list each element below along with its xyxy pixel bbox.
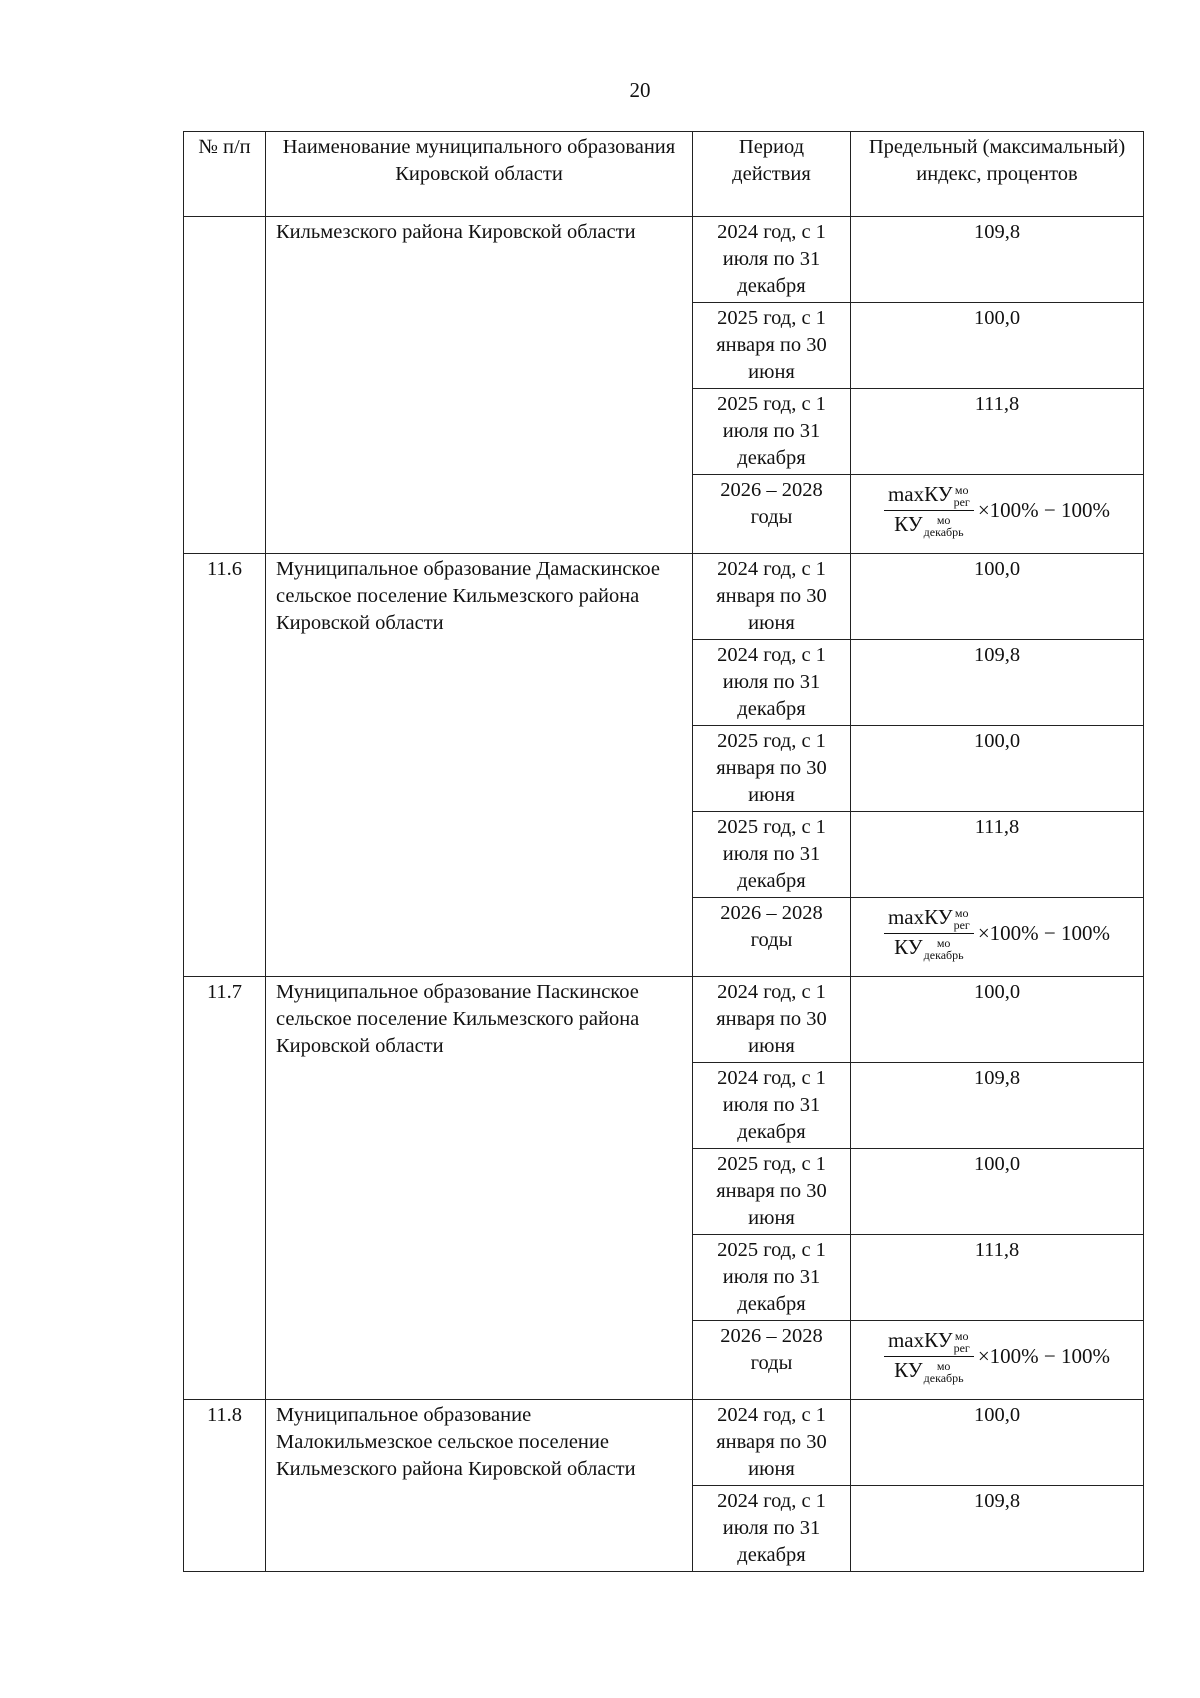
row-number: 11.8 (184, 1400, 266, 1572)
period-cell: 2024 год, с 1 января по 30 июня (693, 1400, 851, 1486)
formula-numerator-text: maxКУ (887, 1328, 953, 1352)
period-cell: 2026 – 2028 годы (693, 1321, 851, 1400)
period-cell: 2024 год, с 1 января по 30 июня (693, 554, 851, 640)
period-cell: 2024 год, с 1 июля по 31 декабря (693, 1063, 851, 1149)
municipality-name: Кильмезского района Кировской области (266, 217, 693, 554)
period-cell: 2024 год, с 1 января по 30 июня (693, 977, 851, 1063)
municipality-name: Муниципальное образование Малокильмезское сельское поселение Кильмезского района Кировской области (266, 1400, 693, 1572)
municipality-name: Муниципальное образование Дамаскинское сельское поселение Кильмезского района Кировской области (266, 554, 693, 977)
page-number: 20 (629, 78, 651, 102)
formula-tail: ×100% − 100% (977, 1344, 1111, 1369)
header-index: Предельный (максимальный) индекс, процентов (851, 132, 1144, 217)
index-formula (884, 1329, 1110, 1384)
formula-denominator-sub: декабрь (923, 525, 964, 540)
formula-fraction (884, 1329, 974, 1384)
formula-numerator-sub: рег (953, 495, 970, 510)
formula-denominator-sup: мо (936, 936, 951, 951)
formula-numerator (884, 1329, 974, 1357)
formula-denominator (890, 511, 967, 538)
header-period: Период действия (693, 132, 851, 217)
index-value: 109,8 (851, 640, 1144, 726)
formula-denominator-text: КУ (894, 1358, 923, 1383)
formula-tail: ×100% − 100% (977, 921, 1111, 946)
period-cell: 2025 год, с 1 июля по 31 декабря (693, 812, 851, 898)
index-value: 111,8 (851, 1235, 1144, 1321)
formula-denominator-sup: мо (936, 1359, 951, 1374)
table-row (184, 1400, 1144, 1486)
header-name: Наименование муниципального образования Кировской области (266, 132, 693, 217)
index-value: 109,8 (851, 1486, 1144, 1572)
formula-denominator-sup: мо (936, 513, 951, 528)
municipality-name: Муниципальное образование Паскинское сельское поселение Кильмезского района Кировской области (266, 977, 693, 1400)
table-row (184, 977, 1144, 1063)
period-cell: 2025 год, с 1 июля по 31 декабря (693, 1235, 851, 1321)
index-value: 109,8 (851, 1063, 1144, 1149)
table-row (184, 217, 1144, 303)
index-value: 100,0 (851, 726, 1144, 812)
table-body (184, 217, 1144, 1572)
formula-numerator-text: maxКУ (887, 905, 953, 929)
formula-denominator (890, 1357, 967, 1384)
formula-denominator-sub: декабрь (923, 948, 964, 963)
formula-tail: ×100% − 100% (977, 498, 1111, 523)
formula-numerator-sub: рег (953, 918, 970, 933)
row-number (184, 217, 266, 554)
index-value: 100,0 (851, 303, 1144, 389)
period-cell: 2024 год, с 1 июля по 31 декабря (693, 640, 851, 726)
period-cell: 2025 год, с 1 января по 30 июня (693, 726, 851, 812)
formula-denominator-text: КУ (894, 935, 923, 960)
formula-denominator (890, 934, 967, 961)
formula-denominator-text: КУ (894, 512, 923, 537)
index-value: 111,8 (851, 812, 1144, 898)
index-formula (884, 483, 1110, 538)
formula-numerator-sup: мо (954, 1329, 969, 1344)
tariff-index-table (183, 131, 1144, 1572)
formula-numerator-sup: мо (954, 483, 969, 498)
index-value: 111,8 (851, 389, 1144, 475)
index-value: 109,8 (851, 217, 1144, 303)
table-header-row (184, 132, 1144, 217)
period-cell: 2024 год, с 1 июля по 31 декабря (693, 1486, 851, 1572)
index-value: 100,0 (851, 1400, 1144, 1486)
period-cell: 2025 год, с 1 января по 30 июня (693, 1149, 851, 1235)
formula-numerator (884, 483, 974, 511)
period-cell: 2025 год, с 1 января по 30 июня (693, 303, 851, 389)
index-value: 100,0 (851, 554, 1144, 640)
index-value: 100,0 (851, 977, 1144, 1063)
period-cell: 2026 – 2028 годы (693, 475, 851, 554)
formula-fraction (884, 906, 974, 961)
formula-numerator-sup: мо (954, 906, 969, 921)
index-formula (884, 906, 1110, 961)
table-row (184, 554, 1144, 640)
period-cell: 2025 год, с 1 июля по 31 декабря (693, 389, 851, 475)
header-num: № п/п (184, 132, 266, 217)
formula-denominator-sub: декабрь (923, 1371, 964, 1386)
index-formula-cell (851, 1321, 1144, 1400)
formula-numerator (884, 906, 974, 934)
formula-numerator-sub: рег (953, 1341, 970, 1356)
formula-fraction (884, 483, 974, 538)
index-formula-cell (851, 475, 1144, 554)
row-number: 11.7 (184, 977, 266, 1400)
index-formula-cell (851, 898, 1144, 977)
period-cell: 2024 год, с 1 июля по 31 декабря (693, 217, 851, 303)
index-value: 100,0 (851, 1149, 1144, 1235)
period-cell: 2026 – 2028 годы (693, 898, 851, 977)
row-number: 11.6 (184, 554, 266, 977)
formula-numerator-text: maxКУ (887, 482, 953, 506)
